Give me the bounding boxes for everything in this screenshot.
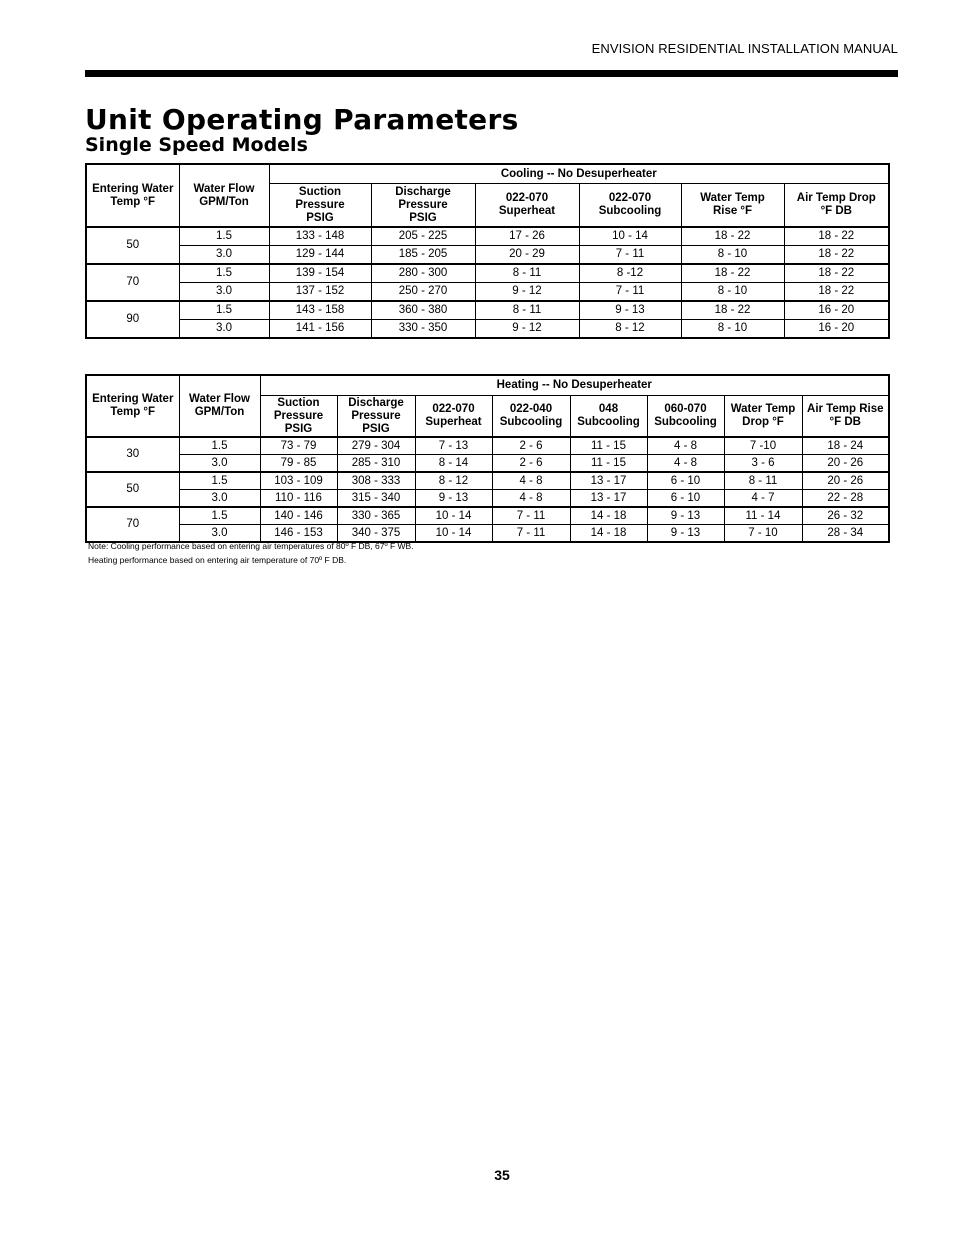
value-cell: 7 -10 (724, 437, 802, 455)
value-cell: 18 - 24 (802, 437, 889, 455)
value-cell: 7 - 10 (724, 525, 802, 543)
value-cell: 10 - 14 (415, 525, 492, 543)
value-cell: 139 - 154 (269, 264, 371, 283)
value-cell: 28 - 34 (802, 525, 889, 543)
header-line: PSIG (306, 211, 334, 224)
value-cell: 18 - 22 (784, 227, 889, 246)
value-cell: 11 - 15 (570, 455, 647, 473)
value-cell: 4 - 8 (492, 490, 570, 508)
heating-note: Heating performance based on entering air temperature of 70º F DB. (88, 555, 347, 565)
value-cell: 18 - 22 (681, 264, 784, 283)
entering-water-temp-header (86, 164, 179, 227)
value-cell: 20 - 26 (802, 455, 889, 473)
value-cell: 205 - 225 (371, 227, 475, 246)
column-header (724, 396, 802, 438)
value-cell: 18 - 22 (681, 301, 784, 320)
value-cell: 18 - 22 (784, 264, 889, 283)
value-cell: 9 - 12 (475, 320, 579, 339)
value-cell: 6 - 10 (647, 472, 724, 490)
value-cell: 9 - 13 (647, 525, 724, 543)
table-row (86, 437, 889, 455)
header-line: GPM/Ton (194, 406, 245, 418)
column-header (681, 184, 784, 228)
value-cell: 8 - 14 (415, 455, 492, 473)
column-header (579, 184, 681, 228)
header-line: PSIG (284, 422, 313, 435)
column-header (269, 184, 371, 228)
water-flow-header (179, 164, 269, 227)
value-cell: 8 - 12 (415, 472, 492, 490)
value-cell: 8 - 10 (681, 246, 784, 265)
value-cell: 16 - 20 (784, 301, 889, 320)
header-rule (85, 70, 898, 77)
value-cell: 9 - 13 (579, 301, 681, 320)
header-line: Superheat (425, 416, 482, 428)
value-cell: 279 - 304 (337, 437, 415, 455)
value-cell: 308 - 333 (337, 472, 415, 490)
table-row (86, 227, 889, 246)
value-cell: 11 - 15 (570, 437, 647, 455)
heating-group-header: Heating -- No Desuperheater (260, 375, 889, 396)
header-line: Air Temp Rise (807, 403, 884, 415)
header-line: Rise °F (712, 205, 753, 217)
header-line: Superheat (498, 205, 556, 217)
entering-water-temp-cell: 70 (86, 507, 179, 542)
value-cell: 360 - 380 (371, 301, 475, 320)
header-line: Pressure (398, 198, 448, 211)
value-cell: 4 - 8 (647, 455, 724, 473)
heating-parameters-table (85, 374, 890, 543)
column-header (415, 396, 492, 438)
header-line: Temp °F (110, 406, 156, 418)
value-cell: 4 - 8 (492, 472, 570, 490)
value-cell: 185 - 205 (371, 246, 475, 265)
water-flow-header (179, 375, 260, 437)
value-cell: 18 - 22 (784, 246, 889, 265)
value-cell: 14 - 18 (570, 525, 647, 543)
column-header (337, 396, 415, 438)
header-line: Water Temp (730, 403, 796, 415)
cooling-parameters-table (85, 163, 890, 339)
table-row (86, 301, 889, 320)
value-cell: 14 - 18 (570, 507, 647, 525)
value-cell: 137 - 152 (269, 283, 371, 302)
header-line: Subcooling (654, 416, 717, 428)
table-row (86, 507, 889, 525)
header-line: Suction (277, 396, 320, 409)
header-line: PSIG (362, 422, 390, 435)
table-row (86, 264, 889, 283)
value-cell: 6 - 10 (647, 490, 724, 508)
value-cell: 143 - 158 (269, 301, 371, 320)
column-header (475, 184, 579, 228)
value-cell: 10 - 14 (415, 507, 492, 525)
value-cell: 4 - 7 (724, 490, 802, 508)
value-cell: 20 - 29 (475, 246, 579, 265)
header-line: Entering Water (92, 182, 174, 195)
value-cell: 3.0 (179, 283, 269, 302)
value-cell: 1.5 (179, 507, 260, 525)
column-header (371, 184, 475, 228)
value-cell: 3.0 (179, 455, 260, 473)
column-header (802, 396, 889, 438)
header-line: Subcooling (577, 416, 640, 428)
value-cell: 285 - 310 (337, 455, 415, 473)
value-cell: 8 - 11 (475, 301, 579, 320)
value-cell: 330 - 365 (337, 507, 415, 525)
header-line: °F DB (820, 205, 852, 217)
value-cell: 8 - 10 (681, 283, 784, 302)
value-cell: 22 - 28 (802, 490, 889, 508)
header-line: GPM/Ton (199, 195, 249, 208)
value-cell: 8 - 12 (579, 320, 681, 339)
value-cell: 340 - 375 (337, 525, 415, 543)
table-row (86, 320, 889, 339)
column-header (784, 184, 889, 228)
value-cell: 9 - 13 (647, 507, 724, 525)
value-cell: 3 - 6 (724, 455, 802, 473)
value-cell: 3.0 (179, 490, 260, 508)
header-line: 022-040 (509, 403, 553, 415)
value-cell: 7 - 11 (492, 507, 570, 525)
value-cell: 3.0 (179, 320, 269, 339)
header-line: 022-070 (608, 192, 652, 204)
table-row (86, 490, 889, 508)
entering-water-temp-cell: 50 (86, 227, 179, 264)
value-cell: 26 - 32 (802, 507, 889, 525)
header-group-row (86, 375, 889, 396)
value-cell: 129 - 144 (269, 246, 371, 265)
value-cell: 8 - 11 (724, 472, 802, 490)
value-cell: 110 - 116 (260, 490, 337, 508)
table-row (86, 472, 889, 490)
value-cell: 315 - 340 (337, 490, 415, 508)
value-cell: 10 - 14 (579, 227, 681, 246)
value-cell: 7 - 11 (579, 246, 681, 265)
value-cell: 1.5 (179, 227, 269, 246)
value-cell: 3.0 (179, 525, 260, 543)
header-line: 048 (598, 403, 619, 415)
value-cell: 18 - 22 (681, 227, 784, 246)
header-line: Suction (298, 185, 342, 198)
header-line: Pressure (351, 409, 401, 422)
value-cell: 13 - 17 (570, 490, 647, 508)
value-cell: 1.5 (179, 437, 260, 455)
value-cell: 9 - 12 (475, 283, 579, 302)
column-header (647, 396, 724, 438)
entering-water-temp-cell: 90 (86, 301, 179, 338)
column-header (260, 396, 337, 438)
value-cell: 1.5 (179, 264, 269, 283)
header-line: 022-070 (505, 192, 549, 204)
value-cell: 146 - 153 (260, 525, 337, 543)
value-cell: 2 - 6 (492, 455, 570, 473)
header-line: Drop °F (742, 416, 784, 428)
cooling-group-header: Cooling -- No Desuperheater (269, 164, 889, 184)
value-cell: 8 - 11 (475, 264, 579, 283)
column-header (570, 396, 647, 438)
value-cell: 11 - 14 (724, 507, 802, 525)
column-header (492, 396, 570, 438)
value-cell: 16 - 20 (784, 320, 889, 339)
header-line: Temp °F (110, 195, 156, 208)
manual-title: ENVISION RESIDENTIAL INSTALLATION MANUAL (591, 41, 898, 56)
header-group-row (86, 164, 889, 184)
header-line: Water Flow (193, 182, 255, 195)
value-cell: 17 - 26 (475, 227, 579, 246)
value-cell: 79 - 85 (260, 455, 337, 473)
header-line: 060-070 (664, 403, 707, 415)
header-line: Air Temp Drop (796, 192, 876, 204)
header-line: Pressure (295, 198, 345, 211)
value-cell: 13 - 17 (570, 472, 647, 490)
header-line: Pressure (273, 409, 324, 422)
value-cell: 1.5 (179, 472, 260, 490)
value-cell: 18 - 22 (784, 283, 889, 302)
value-cell: 73 - 79 (260, 437, 337, 455)
value-cell: 2 - 6 (492, 437, 570, 455)
header-line: 022-070 (432, 403, 475, 415)
value-cell: 280 - 300 (371, 264, 475, 283)
cooling-note: Note: Cooling performance based on entering air temperatures of 80º F DB, 67º F WB. (88, 541, 414, 551)
page-subtitle: Single Speed Models (85, 134, 308, 156)
value-cell: 8 - 10 (681, 320, 784, 339)
value-cell: 140 - 146 (260, 507, 337, 525)
table-row (86, 455, 889, 473)
value-cell: 250 - 270 (371, 283, 475, 302)
entering-water-temp-cell: 50 (86, 472, 179, 507)
page-title: Unit Operating Parameters (85, 103, 519, 136)
value-cell: 8 -12 (579, 264, 681, 283)
entering-water-temp-header (86, 375, 179, 437)
header-line: Discharge (395, 185, 451, 198)
value-cell: 7 - 13 (415, 437, 492, 455)
header-line: Subcooling (499, 416, 563, 428)
value-cell: 9 - 13 (415, 490, 492, 508)
table-row (86, 246, 889, 265)
table-row (86, 283, 889, 302)
entering-water-temp-cell: 30 (86, 437, 179, 472)
value-cell: 133 - 148 (269, 227, 371, 246)
header-line: °F DB (829, 416, 861, 428)
value-cell: 7 - 11 (492, 525, 570, 543)
value-cell: 7 - 11 (579, 283, 681, 302)
header-line: Water Flow (189, 393, 250, 405)
header-line: Water Temp (700, 192, 765, 204)
entering-water-temp-cell: 70 (86, 264, 179, 301)
value-cell: 3.0 (179, 246, 269, 265)
value-cell: 20 - 26 (802, 472, 889, 490)
value-cell: 1.5 (179, 301, 269, 320)
value-cell: 330 - 350 (371, 320, 475, 339)
header-line: Subcooling (598, 205, 662, 217)
page-number: 35 (494, 1167, 510, 1183)
header-line: Discharge (348, 396, 404, 409)
header-line: PSIG (409, 211, 437, 224)
value-cell: 4 - 8 (647, 437, 724, 455)
value-cell: 141 - 156 (269, 320, 371, 339)
value-cell: 103 - 109 (260, 472, 337, 490)
header-line: Entering Water (92, 393, 174, 405)
